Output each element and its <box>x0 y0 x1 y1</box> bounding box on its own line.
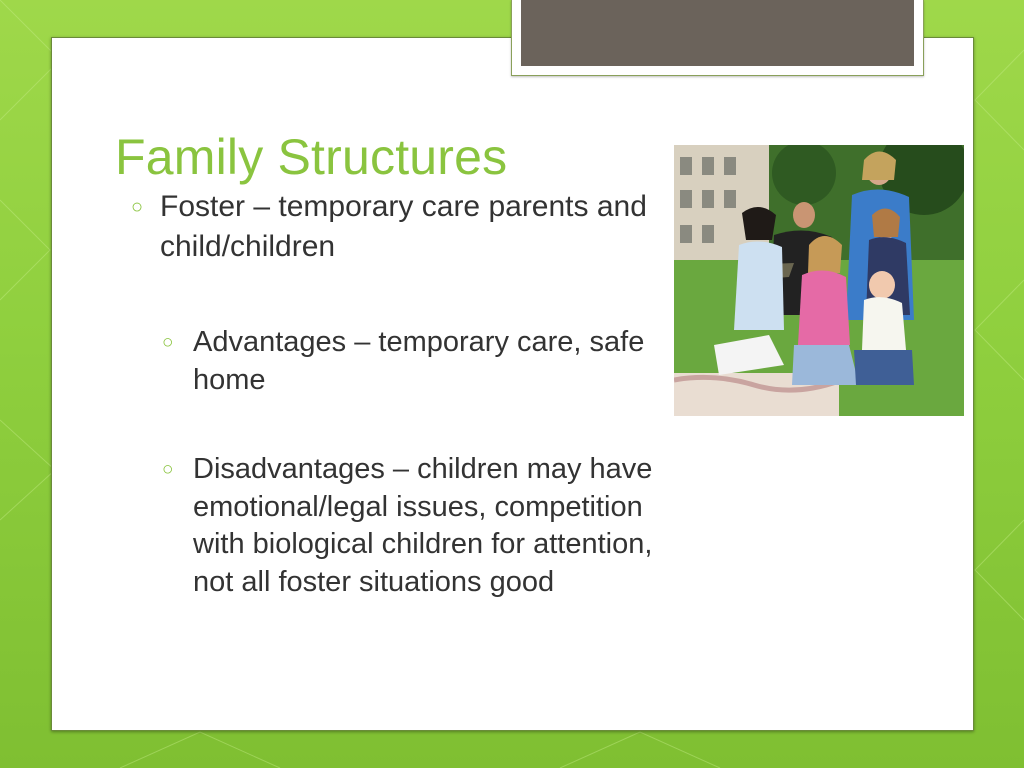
bullet-advantages <box>162 324 657 399</box>
bullet-disadvantages <box>162 451 657 601</box>
bullet-icon: ○ <box>131 196 144 218</box>
header-tab-bar <box>521 0 914 66</box>
bullet-icon: ○ <box>162 459 174 480</box>
header-tab <box>511 0 924 76</box>
bullet-text: Disadvantages – children may have emotional/legal issues, competition with biological children for attention, not all foster situations good <box>193 453 653 598</box>
family-photo <box>674 145 964 416</box>
bullet-text: Advantages – temporary care, safe home <box>193 326 645 396</box>
bullet-icon: ○ <box>162 332 174 353</box>
bullet-text: Foster – temporary care parents and child/children <box>160 190 647 263</box>
slide-title: Family Structures <box>115 129 508 185</box>
bullet-foster <box>131 187 651 267</box>
